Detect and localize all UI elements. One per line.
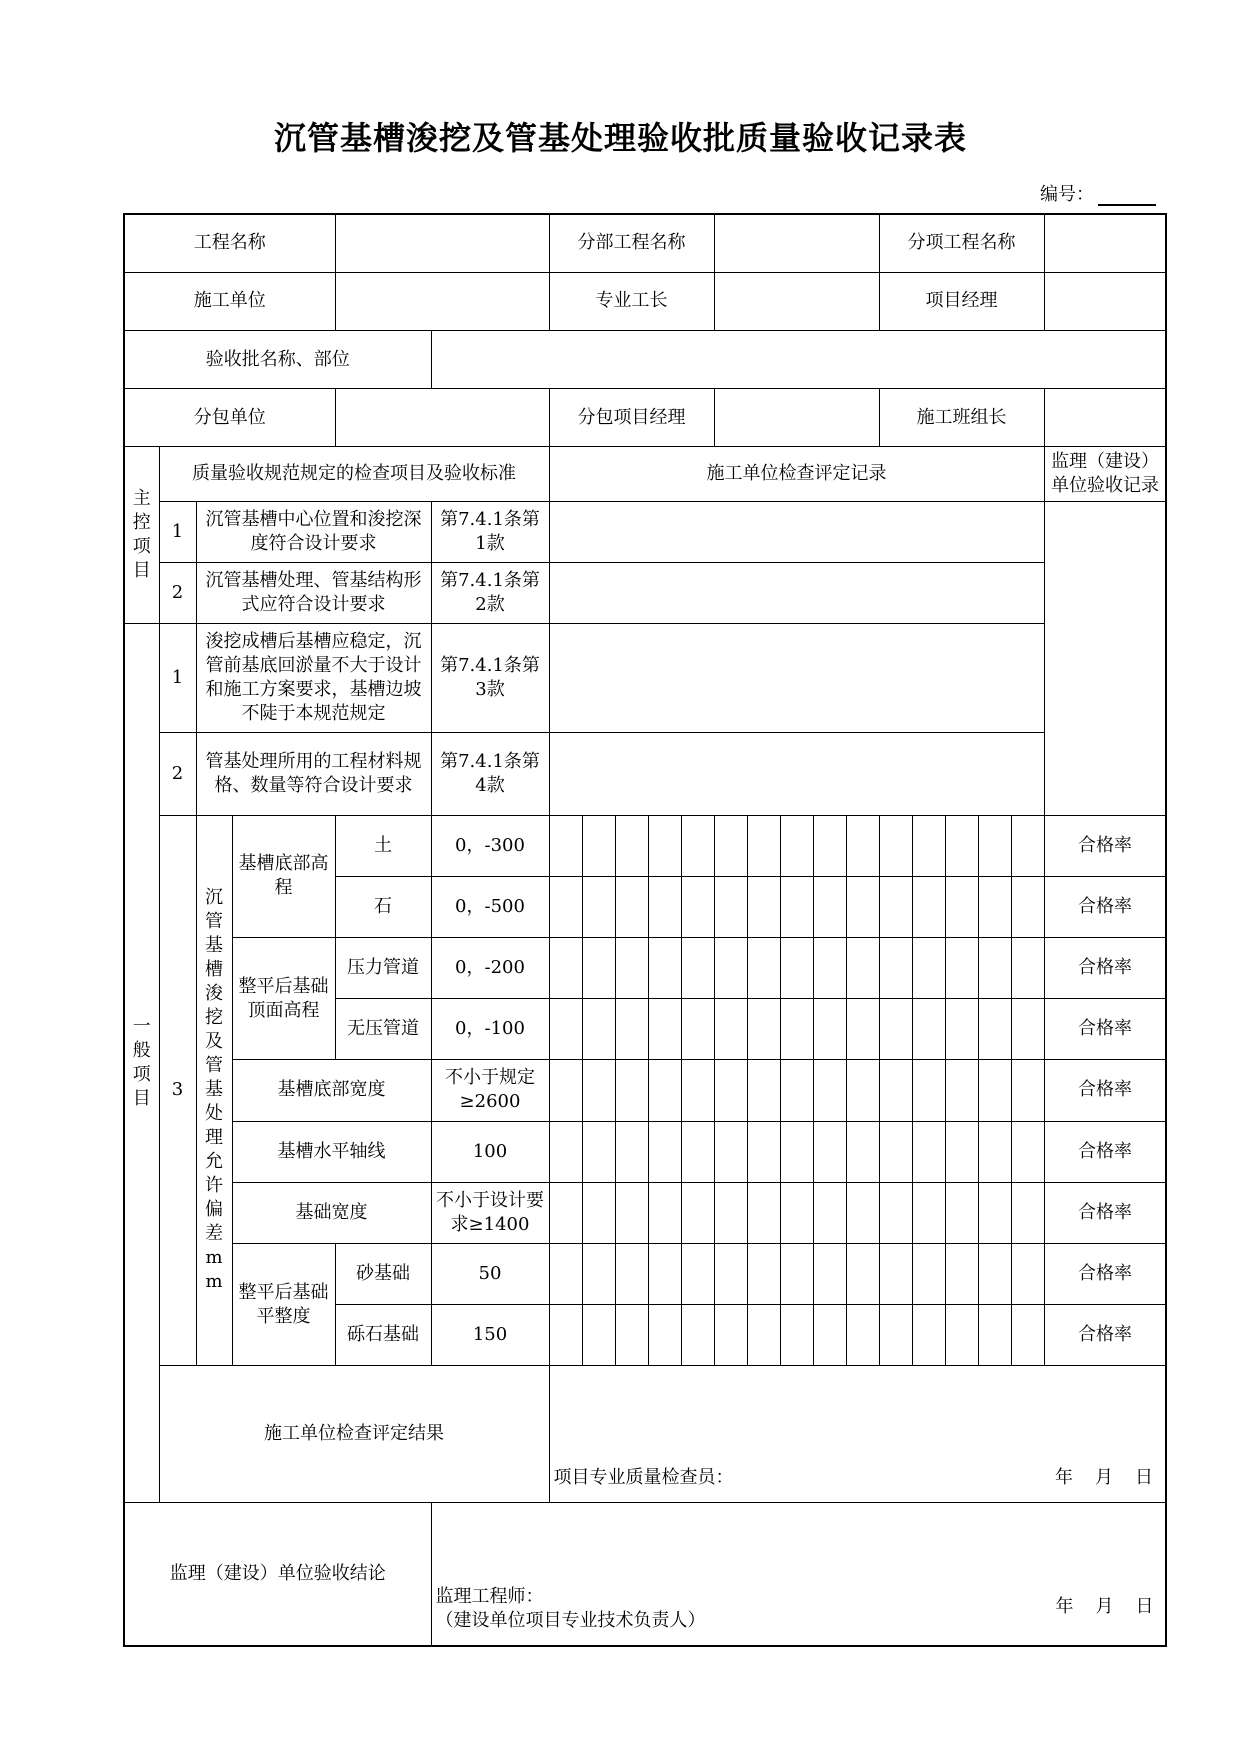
tolerance-value: 0，-200 (431, 937, 549, 998)
measure-cell[interactable] (1011, 999, 1044, 1060)
supervisor-conclusion-area[interactable] (431, 1502, 1166, 1646)
measure-cell[interactable] (615, 1121, 648, 1182)
measure-cell[interactable] (582, 1121, 615, 1182)
sub-item-label: 土 (335, 815, 431, 876)
label-project-name: 工程名称 (124, 214, 335, 272)
label-sub-division: 分部工程名称 (549, 214, 714, 272)
measure-cell[interactable] (747, 815, 780, 876)
measure-cell[interactable] (846, 937, 879, 998)
sub-item-label: 压力管道 (335, 937, 431, 998)
measure-cell[interactable] (978, 815, 1011, 876)
owner-tech-label: （建设单位项目专业技术负责人） (435, 1610, 706, 1631)
measure-cell[interactable] (879, 1305, 912, 1366)
general-item-text: 浚挖成槽后基槽应稳定，沉管前基底回淤量不大于设计和施工方案要求，基槽边坡不陡于本规范规定 (196, 623, 431, 732)
tolerance-row (124, 1060, 1166, 1121)
measure-cell[interactable] (648, 1182, 681, 1243)
measure-cell[interactable] (1011, 876, 1044, 937)
measure-cell[interactable] (945, 815, 978, 876)
measure-cell[interactable] (747, 937, 780, 998)
measure-cell[interactable] (846, 1243, 879, 1304)
general-item-clause: 第7.4.1条第4款 (431, 733, 549, 815)
label-batch: 验收批名称、部位 (124, 330, 431, 388)
tolerance-value: 0，-100 (431, 999, 549, 1060)
measure-cell[interactable] (582, 815, 615, 876)
pass-rate: 合格率 (1044, 937, 1166, 998)
measure-cell[interactable] (813, 1121, 846, 1182)
supervisor-header: 监理（建设）单位验收记录 (1044, 447, 1166, 501)
measure-cell[interactable] (912, 1182, 945, 1243)
measure-cell[interactable] (912, 1060, 945, 1121)
measure-cell[interactable] (582, 1243, 615, 1304)
label-sub-item: 分项工程名称 (879, 214, 1044, 272)
date-month: 月 (1095, 1596, 1114, 1617)
measure-cell[interactable] (879, 1182, 912, 1243)
code-blank[interactable] (1098, 188, 1156, 206)
pass-rate: 合格率 (1044, 815, 1166, 876)
date-day: 日 (1135, 1466, 1154, 1488)
measure-cell[interactable] (582, 1182, 615, 1243)
general-item-clause: 第7.4.1条第3款 (431, 623, 549, 732)
measure-cell[interactable] (1011, 937, 1044, 998)
measure-cell[interactable] (648, 876, 681, 937)
measure-cell[interactable] (747, 876, 780, 937)
measure-cell[interactable] (978, 876, 1011, 937)
measure-cell[interactable] (747, 1060, 780, 1121)
measure-cell[interactable] (978, 1121, 1011, 1182)
standard-header: 质量验收规范规定的检查项目及验收标准 (159, 447, 549, 501)
measure-cell[interactable] (813, 1243, 846, 1304)
measure-cell[interactable] (747, 1121, 780, 1182)
measure-cell[interactable] (912, 1243, 945, 1304)
measure-cell[interactable] (648, 999, 681, 1060)
subcontractor-value[interactable] (335, 389, 549, 447)
measure-cell[interactable] (549, 876, 582, 937)
measure-cell[interactable] (780, 1243, 813, 1304)
measure-cell[interactable] (615, 937, 648, 998)
measure-cell[interactable] (945, 1243, 978, 1304)
measure-cell[interactable] (714, 999, 747, 1060)
code-field (1040, 180, 1156, 206)
measure-cell[interactable] (780, 937, 813, 998)
pass-rate: 合格率 (1044, 1243, 1166, 1304)
date-field (1033, 1466, 1153, 1490)
measure-cell[interactable] (912, 815, 945, 876)
measure-cell[interactable] (747, 999, 780, 1060)
measure-cell[interactable] (714, 1243, 747, 1304)
measure-cell[interactable] (648, 815, 681, 876)
sub-item-label: 砂基础 (335, 1243, 431, 1304)
tolerance-no: 3 (159, 815, 196, 1366)
inspection-form (123, 213, 1167, 1647)
general-item-label: 一般项目 (124, 623, 159, 1502)
measure-cell[interactable] (879, 999, 912, 1060)
measure-cell[interactable] (846, 876, 879, 937)
pass-rate: 合格率 (1044, 999, 1166, 1060)
main-item-clause: 第7.4.1条第1款 (431, 501, 549, 562)
measure-cell[interactable] (615, 1182, 648, 1243)
measure-cell[interactable] (747, 1243, 780, 1304)
measure-cell[interactable] (945, 937, 978, 998)
measure-cell[interactable] (945, 1305, 978, 1366)
batch-value[interactable] (431, 330, 1166, 388)
measure-cell[interactable] (681, 999, 714, 1060)
measure-cell[interactable] (945, 876, 978, 937)
pass-rate: 合格率 (1044, 1060, 1166, 1121)
general-item-no: 2 (159, 733, 196, 815)
measure-cell[interactable] (582, 937, 615, 998)
document-title: 沉管基槽浚挖及管基处理验收批质量验收记录表 (273, 119, 967, 157)
measure-cell[interactable] (978, 1243, 1011, 1304)
measure-cell[interactable] (813, 876, 846, 937)
measure-cell[interactable] (978, 1182, 1011, 1243)
tolerance-row (124, 937, 1166, 998)
row-label: 基础宽度 (232, 1182, 431, 1243)
measure-cell[interactable] (714, 1305, 747, 1366)
supervisor-conclusion-label: 监理（建设）单位验收结论 (124, 1502, 431, 1646)
measure-cell[interactable] (945, 1060, 978, 1121)
general-item-text: 管基处理所用的工程材料规格、数量等符合设计要求 (196, 733, 431, 815)
constructor-result-area[interactable] (549, 1366, 1166, 1502)
measure-cell[interactable] (747, 1182, 780, 1243)
main-item-clause: 第7.4.1条第2款 (431, 562, 549, 623)
measure-cell[interactable] (549, 1305, 582, 1366)
measure-cell[interactable] (1011, 1121, 1044, 1182)
measure-cell[interactable] (714, 1182, 747, 1243)
measure-cell[interactable] (978, 937, 1011, 998)
measure-cell[interactable] (681, 937, 714, 998)
measure-cell[interactable] (846, 1305, 879, 1366)
sub-item-label: 无压管道 (335, 999, 431, 1060)
sub-division-value[interactable] (714, 214, 879, 272)
row-label: 基槽底部宽度 (232, 1060, 431, 1121)
measure-cell[interactable] (615, 1305, 648, 1366)
label-constructor: 施工单位 (124, 272, 335, 330)
main-item-text: 沉管基槽处理、管基结构形式应符合设计要求 (196, 562, 431, 623)
tolerance-row (124, 1243, 1166, 1304)
measure-cell[interactable] (615, 1243, 648, 1304)
tolerance-value: 不小于规定≥2600 (431, 1060, 549, 1121)
measure-cell[interactable] (846, 1121, 879, 1182)
measure-cell[interactable] (1011, 1060, 1044, 1121)
project-name-value[interactable] (335, 214, 549, 272)
measure-cell[interactable] (1011, 815, 1044, 876)
tolerance-row (124, 1182, 1166, 1243)
measure-cell[interactable] (912, 1121, 945, 1182)
pass-rate: 合格率 (1044, 1182, 1166, 1243)
measure-cell[interactable] (945, 999, 978, 1060)
measure-cell[interactable] (978, 999, 1011, 1060)
measure-cell[interactable] (780, 1182, 813, 1243)
measure-cell[interactable] (648, 1305, 681, 1366)
general-item-record[interactable] (549, 623, 1044, 732)
measure-cell[interactable] (615, 1060, 648, 1121)
measure-cell[interactable] (648, 1060, 681, 1121)
measure-cell[interactable] (978, 1060, 1011, 1121)
constructor-result-label: 施工单位检查评定结果 (159, 1366, 549, 1502)
constructor-value[interactable] (335, 272, 549, 330)
measure-cell[interactable] (879, 937, 912, 998)
group-base-elevation: 基槽底部高程 (232, 815, 335, 937)
sub-pm-value[interactable] (714, 389, 879, 447)
measure-cell[interactable] (945, 1182, 978, 1243)
main-item-record[interactable] (549, 562, 1044, 623)
tolerance-group-label: 沉管基槽浚挖及管基处理允许偏差mm (196, 815, 232, 1366)
measure-cell[interactable] (780, 1121, 813, 1182)
measure-cell[interactable] (681, 1243, 714, 1304)
measure-cell[interactable] (714, 815, 747, 876)
measure-cell[interactable] (582, 999, 615, 1060)
measure-cell[interactable] (813, 1060, 846, 1121)
measure-cell[interactable] (549, 1243, 582, 1304)
measure-cell[interactable] (615, 876, 648, 937)
label-foreman: 专业工长 (549, 272, 714, 330)
measure-cell[interactable] (912, 876, 945, 937)
record-header: 施工单位检查评定记录 (549, 447, 1044, 501)
main-item-no: 2 (159, 562, 196, 623)
main-item-record[interactable] (549, 501, 1044, 562)
tolerance-value: 50 (431, 1243, 549, 1304)
pass-rate: 合格率 (1044, 1121, 1166, 1182)
pass-rate: 合格率 (1044, 1305, 1166, 1366)
measure-cell[interactable] (714, 1060, 747, 1121)
measure-cell[interactable] (813, 999, 846, 1060)
date-month: 月 (1095, 1466, 1114, 1488)
label-pm: 项目经理 (879, 272, 1044, 330)
measure-cell[interactable] (846, 1182, 879, 1243)
measure-cell[interactable] (549, 1182, 582, 1243)
tolerance-value: 0，-500 (431, 876, 549, 937)
measure-cell[interactable] (780, 815, 813, 876)
measure-cell[interactable] (912, 937, 945, 998)
measure-cell[interactable] (879, 1243, 912, 1304)
general-item-record[interactable] (549, 733, 1044, 815)
code-label: 编号： (1040, 184, 1094, 205)
general-item-no: 1 (159, 623, 196, 732)
main-item-no: 1 (159, 501, 196, 562)
group-level-top: 整平后基础顶面高程 (232, 937, 335, 1059)
tolerance-row (124, 1121, 1166, 1182)
tolerance-value: 100 (431, 1121, 549, 1182)
row-label: 基槽水平轴线 (232, 1121, 431, 1182)
measure-cell[interactable] (681, 1121, 714, 1182)
measure-cell[interactable] (879, 1121, 912, 1182)
measure-cell[interactable] (879, 815, 912, 876)
main-item-text: 沉管基槽中心位置和浚挖深度符合设计要求 (196, 501, 431, 562)
measure-cell[interactable] (813, 1305, 846, 1366)
measure-cell[interactable] (945, 1121, 978, 1182)
measure-cell[interactable] (549, 937, 582, 998)
measure-cell[interactable] (681, 1182, 714, 1243)
measure-cell[interactable] (780, 876, 813, 937)
measure-cell[interactable] (846, 815, 879, 876)
measure-cell[interactable] (648, 1121, 681, 1182)
measure-cell[interactable] (813, 937, 846, 998)
measure-cell[interactable] (747, 1305, 780, 1366)
measure-cell[interactable] (582, 876, 615, 937)
label-subcontractor: 分包单位 (124, 389, 335, 447)
measure-cell[interactable] (648, 937, 681, 998)
measure-cell[interactable] (846, 999, 879, 1060)
measure-cell[interactable] (549, 815, 582, 876)
measure-cell[interactable] (714, 876, 747, 937)
foreman-value[interactable] (714, 272, 879, 330)
measure-cell[interactable] (582, 1060, 615, 1121)
sub-item-label: 石 (335, 876, 431, 937)
label-sub-pm: 分包项目经理 (549, 389, 714, 447)
label-team-leader: 施工班组长 (879, 389, 1044, 447)
measure-cell[interactable] (714, 1121, 747, 1182)
tolerance-row (124, 815, 1166, 876)
measure-cell[interactable] (912, 999, 945, 1060)
measure-cell[interactable] (648, 1243, 681, 1304)
measure-cell[interactable] (1011, 1182, 1044, 1243)
measure-cell[interactable] (549, 1060, 582, 1121)
measure-cell[interactable] (879, 876, 912, 937)
measure-cell[interactable] (681, 1060, 714, 1121)
measure-cell[interactable] (879, 1060, 912, 1121)
pm-value[interactable] (1044, 272, 1166, 330)
tolerance-value: 不小于设计要求≥1400 (431, 1182, 549, 1243)
main-control-label: 主控项目 (124, 447, 159, 624)
engineer-label: 监理工程师： (435, 1586, 544, 1607)
measure-cell[interactable] (615, 999, 648, 1060)
pass-rate: 合格率 (1044, 876, 1166, 937)
date-year: 年 (1055, 1596, 1074, 1617)
measure-cell[interactable] (846, 1060, 879, 1121)
measure-cell[interactable] (549, 1121, 582, 1182)
engineer-signature (436, 1585, 706, 1633)
measure-cell[interactable] (1011, 1305, 1044, 1366)
measure-cell[interactable] (615, 815, 648, 876)
measure-cell[interactable] (714, 937, 747, 998)
date-field (1034, 1595, 1154, 1619)
measure-cell[interactable] (780, 999, 813, 1060)
sub-item-label: 砾石基础 (335, 1305, 431, 1366)
measure-cell[interactable] (780, 1305, 813, 1366)
measure-cell[interactable] (813, 1182, 846, 1243)
sub-item-value[interactable] (1044, 214, 1166, 272)
measure-cell[interactable] (978, 1305, 1011, 1366)
date-day: 日 (1135, 1596, 1154, 1617)
measure-cell[interactable] (582, 1305, 615, 1366)
measure-cell[interactable] (912, 1305, 945, 1366)
tolerance-value: 0，-300 (431, 815, 549, 876)
supervisor-record[interactable] (1044, 501, 1166, 815)
team-leader-value[interactable] (1044, 389, 1166, 447)
tolerance-value: 150 (431, 1305, 549, 1366)
inspector-label: 项目专业质量检查员： (553, 1466, 734, 1488)
date-year: 年 (1055, 1466, 1074, 1488)
measure-cell[interactable] (1011, 1243, 1044, 1304)
measure-cell[interactable] (780, 1060, 813, 1121)
measure-cell[interactable] (681, 815, 714, 876)
measure-cell[interactable] (813, 815, 846, 876)
group-level-flat: 整平后基础平整度 (232, 1243, 335, 1365)
measure-cell[interactable] (549, 999, 582, 1060)
measure-cell[interactable] (681, 1305, 714, 1366)
measure-cell[interactable] (681, 876, 714, 937)
